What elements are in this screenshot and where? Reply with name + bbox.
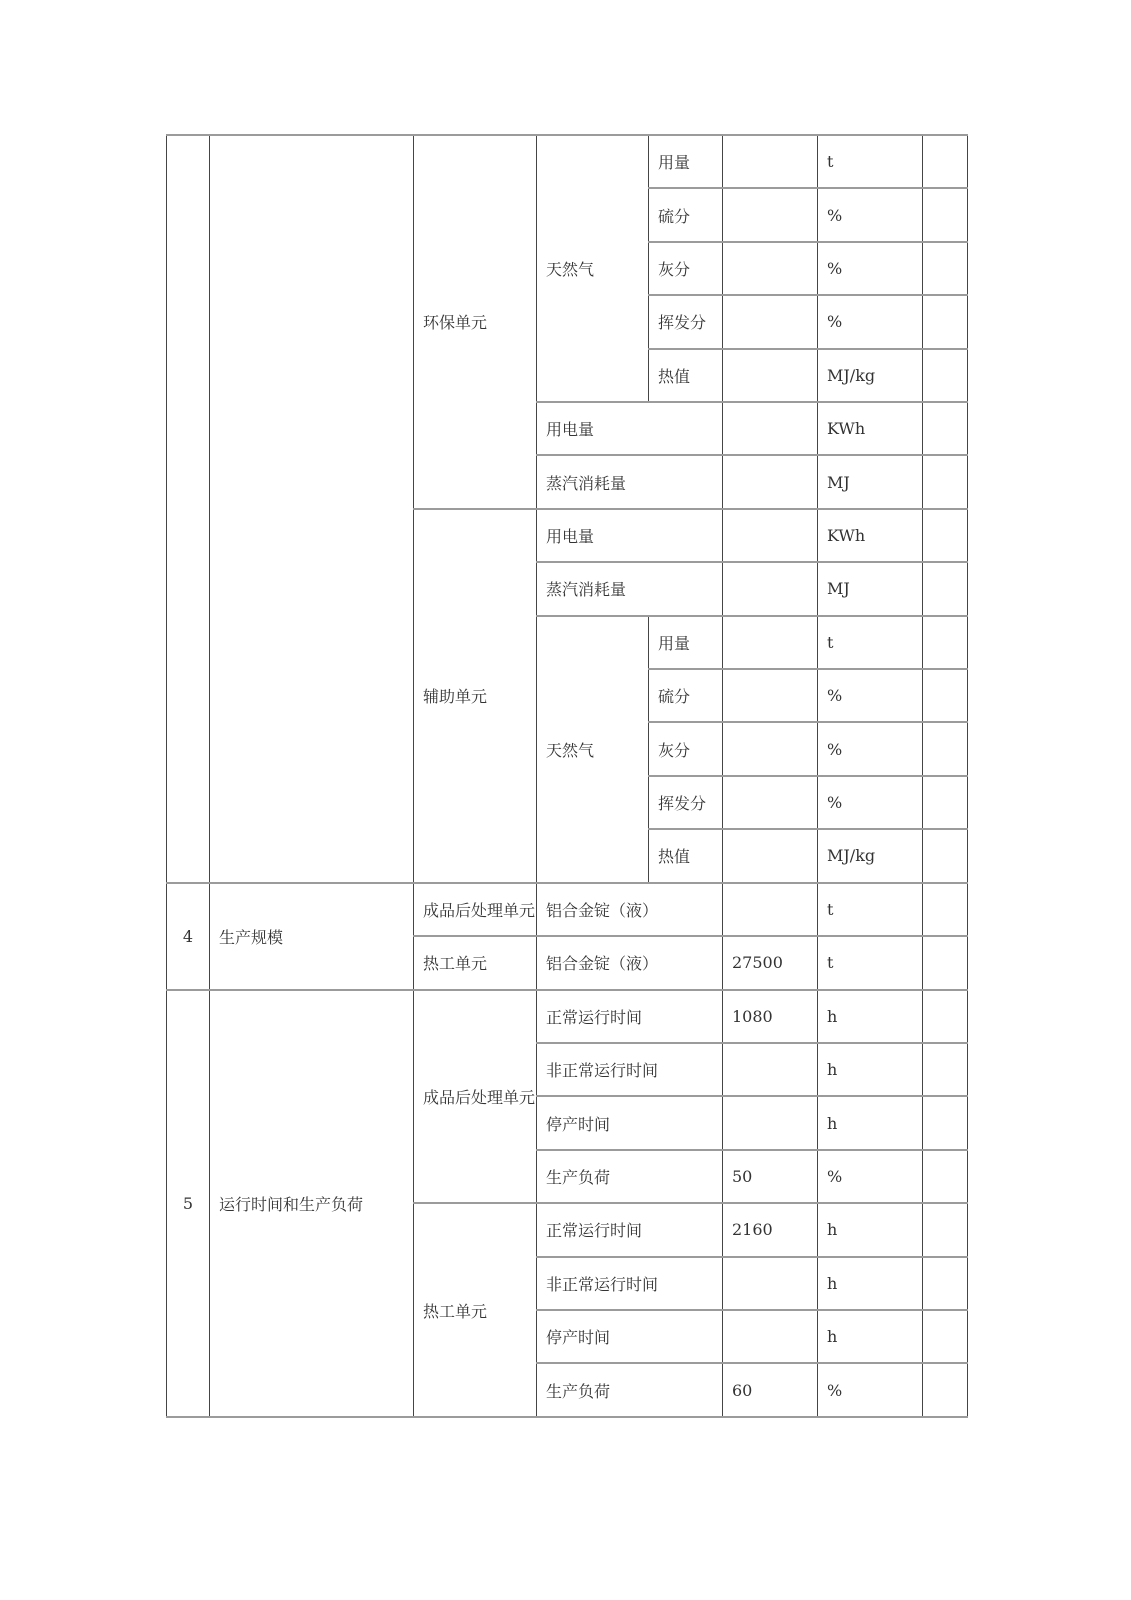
remark-cell [923,562,968,615]
category-cell: 运行时间和生产负荷 [210,990,414,1418]
spec-table [166,134,968,1418]
remark-cell [923,1310,968,1363]
unit-cell: 成品后处理单元 [414,883,537,936]
remark-cell [923,242,968,295]
remark-cell [923,402,968,455]
item-cell: 停产时间 [537,1310,723,1363]
remark-cell [923,1043,968,1096]
value-cell [723,562,818,615]
uom-cell: t [818,135,923,188]
value-cell: 2160 [723,1203,818,1256]
remark-cell [923,1150,968,1203]
uom-cell: t [818,883,923,936]
remark-cell [923,776,968,829]
value-cell [723,455,818,508]
uom-cell: % [818,1363,923,1417]
remark-cell [923,722,968,775]
item-cell: 用电量 [537,402,723,455]
param-cell: 硫分 [649,188,723,241]
value-cell [723,349,818,402]
unit-cell: 成品后处理单元 [414,990,537,1204]
value-cell: 60 [723,1363,818,1417]
unit-cell: 辅助单元 [414,509,537,883]
uom-cell: % [818,722,923,775]
uom-cell: h [818,1203,923,1256]
item-cell: 天然气 [537,616,649,883]
item-cell: 非正常运行时间 [537,1257,723,1310]
remark-cell [923,990,968,1043]
remark-cell [923,188,968,241]
uom-cell: t [818,936,923,989]
item-cell: 正常运行时间 [537,1203,723,1256]
category-cell: 生产规模 [210,883,414,990]
uom-cell: % [818,669,923,722]
remark-cell [923,295,968,348]
value-cell [723,242,818,295]
remark-cell [923,1363,968,1417]
value-cell [723,1043,818,1096]
uom-cell: MJ [818,455,923,508]
param-cell: 挥发分 [649,776,723,829]
remark-cell [923,135,968,188]
remark-cell [923,349,968,402]
uom-cell: h [818,1096,923,1149]
uom-cell: % [818,295,923,348]
value-cell: 50 [723,1150,818,1203]
unit-cell: 热工单元 [414,936,537,989]
remark-cell [923,936,968,989]
item-cell: 天然气 [537,135,649,402]
item-cell: 非正常运行时间 [537,1043,723,1096]
unit-cell: 热工单元 [414,1203,537,1417]
value-cell [723,776,818,829]
row-number-cell [167,135,210,883]
uom-cell: t [818,616,923,669]
value-cell [723,509,818,562]
remark-cell [923,1203,968,1256]
param-cell: 热值 [649,829,723,882]
uom-cell: h [818,1310,923,1363]
remark-cell [923,616,968,669]
row-number-cell: 4 [167,883,210,990]
remark-cell [923,669,968,722]
value-cell [723,402,818,455]
param-cell: 灰分 [649,722,723,775]
item-cell: 用电量 [537,509,723,562]
uom-cell: % [818,188,923,241]
param-cell: 灰分 [649,242,723,295]
item-cell: 蒸汽消耗量 [537,455,723,508]
param-cell: 硫分 [649,669,723,722]
row-number-cell: 5 [167,990,210,1418]
param-cell: 用量 [649,616,723,669]
param-cell: 用量 [649,135,723,188]
uom-cell: % [818,242,923,295]
value-cell [723,616,818,669]
value-cell [723,188,818,241]
uom-cell: KWh [818,402,923,455]
unit-cell: 环保单元 [414,135,537,509]
value-cell [723,135,818,188]
param-cell: 热值 [649,349,723,402]
item-cell: 停产时间 [537,1096,723,1149]
value-cell [723,1257,818,1310]
uom-cell: % [818,1150,923,1203]
item-cell: 正常运行时间 [537,990,723,1043]
uom-cell: h [818,990,923,1043]
value-cell [723,1310,818,1363]
value-cell [723,829,818,882]
remark-cell [923,1096,968,1149]
remark-cell [923,509,968,562]
value-cell: 27500 [723,936,818,989]
remark-cell [923,883,968,936]
value-cell [723,1096,818,1149]
uom-cell: h [818,1043,923,1096]
value-cell [723,295,818,348]
uom-cell: h [818,1257,923,1310]
category-cell [210,135,414,883]
item-cell: 蒸汽消耗量 [537,562,723,615]
uom-cell: MJ [818,562,923,615]
item-cell: 铝合金锭（液） [537,936,723,989]
value-cell [723,669,818,722]
value-cell [723,883,818,936]
value-cell: 1080 [723,990,818,1043]
item-cell: 铝合金锭（液） [537,883,723,936]
remark-cell [923,829,968,882]
item-cell: 生产负荷 [537,1363,723,1417]
remark-cell [923,1257,968,1310]
value-cell [723,722,818,775]
item-cell: 生产负荷 [537,1150,723,1203]
uom-cell: MJ/kg [818,349,923,402]
param-cell: 挥发分 [649,295,723,348]
remark-cell [923,455,968,508]
uom-cell: KWh [818,509,923,562]
uom-cell: % [818,776,923,829]
uom-cell: MJ/kg [818,829,923,882]
